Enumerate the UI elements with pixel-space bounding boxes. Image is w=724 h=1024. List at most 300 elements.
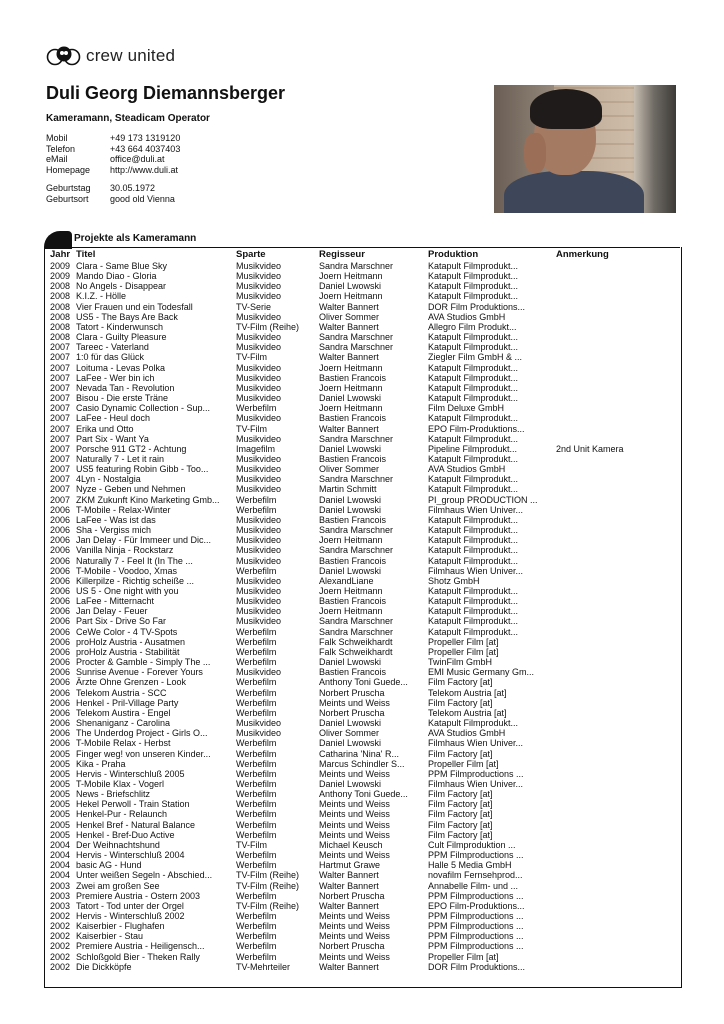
column-header-year: Jahr <box>50 249 71 260</box>
cell-director: Joern Heitmann <box>319 403 383 414</box>
cell-production: Katapult Filmprodukt... <box>428 555 519 566</box>
cell-director: Bastien Francois <box>319 555 387 566</box>
cell-production: Propeller Film [at] <box>428 758 499 769</box>
table-row <box>48 261 678 271</box>
cell-genre: Werbefilm <box>236 799 277 810</box>
cell-director: Joern Heitmann <box>319 586 383 596</box>
cell-genre: Musikvideo <box>236 555 282 566</box>
cell-genre: Werbefilm <box>236 504 277 515</box>
cell-genre: Werbefilm <box>236 758 277 769</box>
cell-genre: Werbefilm <box>236 738 277 749</box>
contact-mobile-value[interactable]: +49 173 1319120 <box>110 133 181 143</box>
cell-year: 2003 <box>50 890 71 901</box>
cell-note <box>554 809 678 819</box>
cell-director: Anthony Toni Guede... <box>319 677 408 688</box>
table-row <box>48 901 678 911</box>
cell-year: 2005 <box>50 778 71 789</box>
contact-block <box>46 133 180 204</box>
cell-director: Meints und Weiss <box>319 850 390 861</box>
cell-genre: Musikvideo <box>236 393 282 404</box>
cell-genre: Musikvideo <box>236 586 282 596</box>
cell-production: AVA Studios GmbH <box>428 464 506 475</box>
cell-note <box>554 718 678 728</box>
cell-note <box>554 881 678 891</box>
table-row <box>48 809 678 819</box>
cell-note <box>554 637 678 647</box>
cell-title: Nevada Tan - Revolution <box>76 382 175 393</box>
cell-genre: Musikvideo <box>236 332 282 343</box>
cell-note <box>554 931 678 941</box>
cell-note <box>554 708 678 718</box>
cell-genre: TV-Film (Reihe) <box>236 900 300 911</box>
cell-genre: Werbefilm <box>236 789 277 800</box>
cell-title: Der Weihnachtshund <box>76 839 160 850</box>
person-name: Duli Georg Diemannsberger <box>46 83 286 103</box>
cell-genre: Musikvideo <box>236 616 282 627</box>
contact-email-link[interactable]: office@duli.at <box>110 154 165 164</box>
table-row <box>48 860 678 870</box>
cell-production: Telekom Austria [at] <box>428 687 507 698</box>
table-row <box>48 302 678 312</box>
table-row <box>48 931 678 941</box>
cell-genre: Musikvideo <box>236 728 282 739</box>
cell-production: PPM Filmproductions ... <box>428 890 524 901</box>
table-row <box>48 271 678 281</box>
cell-year: 2007 <box>50 403 71 414</box>
crew-united-logo-icon <box>46 44 82 68</box>
cell-year: 2006 <box>50 707 71 718</box>
cell-title: Premiere Austria - Heiligensch... <box>76 941 205 952</box>
cell-year: 2007 <box>50 453 71 464</box>
table-row <box>48 576 678 586</box>
cell-genre: Werbefilm <box>236 911 277 921</box>
cell-production: Filmhaus Wien Univer... <box>428 504 524 515</box>
table-row <box>48 941 678 951</box>
photo-hand <box>524 133 546 173</box>
cell-note <box>554 474 678 484</box>
cell-title: Henkel Bref - Natural Balance <box>76 819 196 830</box>
cell-director: Norbert Pruscha <box>319 707 385 718</box>
cell-year: 2006 <box>50 535 71 546</box>
cell-production: Propeller Film [at] <box>428 951 499 962</box>
cell-note <box>554 891 678 901</box>
cell-note <box>554 688 678 698</box>
table-row <box>48 525 678 535</box>
table-row <box>48 342 678 352</box>
cell-title: LaFee - Heul doch <box>76 413 151 424</box>
cell-production: Telekom Austria [at] <box>428 707 507 718</box>
cell-director: Meints und Weiss <box>319 829 390 840</box>
table-header-row <box>48 248 678 261</box>
cell-year: 2005 <box>50 819 71 830</box>
cell-year: 2002 <box>50 911 71 921</box>
table-row <box>48 393 678 403</box>
cell-year: 2006 <box>50 738 71 749</box>
cell-director: Meints und Weiss <box>319 951 390 962</box>
cell-title: Hervis - Winterschluß 2004 <box>76 850 185 861</box>
cell-note <box>554 789 678 799</box>
cell-title: Die Dickköpfe <box>76 961 132 972</box>
cell-title: proHolz Austria - Stabilität <box>76 646 180 657</box>
cell-year: 2006 <box>50 687 71 698</box>
contact-label: Mobil <box>46 133 68 143</box>
cell-production: Katapult Filmprodukt... <box>428 606 519 617</box>
cell-title: LaFee - Wer bin ich <box>76 372 155 383</box>
cell-production: Katapult Filmprodukt... <box>428 281 519 292</box>
cell-note <box>554 383 678 393</box>
table-row <box>48 759 678 769</box>
cell-year: 2002 <box>50 941 71 952</box>
cell-title: Killerpilze - Richtig scheiße ... <box>76 575 195 586</box>
cell-production: Film Factory [at] <box>428 799 493 810</box>
cell-production: PPM Filmproductions ... <box>428 911 524 921</box>
cell-note <box>554 322 678 332</box>
cell-title: The Underdog Project - Girls O... <box>76 728 208 739</box>
cell-production: PPM Filmproductions ... <box>428 850 524 861</box>
cell-director: Falk Schweikhardt <box>319 636 393 647</box>
table-row <box>48 383 678 393</box>
cell-note <box>554 627 678 637</box>
cell-genre: Musikvideo <box>236 718 282 729</box>
cell-genre: TV-Film (Reihe) <box>236 870 300 881</box>
cell-title: Casio Dynamic Collection - Sup... <box>76 403 211 414</box>
cell-year: 2007 <box>50 342 71 353</box>
cell-note <box>554 495 678 505</box>
cell-year: 2006 <box>50 565 71 576</box>
cell-year: 2005 <box>50 799 71 810</box>
cell-genre: Musikvideo <box>236 281 282 292</box>
table-row <box>48 495 678 505</box>
table-row <box>48 596 678 606</box>
cell-production: AVA Studios GmbH <box>428 311 506 322</box>
birth-row-place <box>46 194 180 205</box>
cell-note <box>554 535 678 545</box>
cell-year: 2007 <box>50 494 71 505</box>
cell-title: US5 - The Bays Are Back <box>76 311 178 322</box>
cell-director: Bastien Francois <box>319 667 387 678</box>
cell-director: Daniel Lwowski <box>319 504 382 515</box>
cell-note <box>554 850 678 860</box>
birth-label: Geburtsort <box>46 193 89 204</box>
cell-director: Oliver Sommer <box>319 728 380 739</box>
cell-genre: Werbefilm <box>236 941 277 952</box>
cell-note <box>554 576 678 586</box>
cell-production: Filmhaus Wien Univer... <box>428 565 524 576</box>
table-row <box>48 403 678 413</box>
cell-production: Film Factory [at] <box>428 819 493 830</box>
cell-note <box>554 738 678 748</box>
cell-genre: Werbefilm <box>236 687 277 698</box>
cell-year: 2008 <box>50 321 71 332</box>
table-row <box>48 698 678 708</box>
cell-director: Daniel Lwowski <box>319 738 382 749</box>
table-row <box>48 657 678 667</box>
cell-production: Film Factory [at] <box>428 697 493 708</box>
cell-production: Katapult Filmprodukt... <box>428 261 519 271</box>
cell-director: Catharina 'Nina' R... <box>319 748 399 759</box>
cell-production: PPM Filmproductions ... <box>428 931 524 942</box>
cell-genre: Musikvideo <box>236 525 282 536</box>
cell-year: 2008 <box>50 332 71 343</box>
contact-label: Homepage <box>46 164 91 175</box>
cell-year: 2007 <box>50 464 71 475</box>
cell-production: Ziegler Film GmbH & ... <box>428 352 523 363</box>
table-row <box>48 606 678 616</box>
cell-note <box>554 820 678 830</box>
cell-note <box>554 464 678 474</box>
cell-director: Daniel Lwowski <box>319 393 382 404</box>
cell-note <box>554 393 678 403</box>
cell-year: 2006 <box>50 514 71 525</box>
cell-title: Premiere Austria - Ostern 2003 <box>76 890 201 901</box>
cell-genre: Musikvideo <box>236 596 282 607</box>
cell-production: Filmhaus Wien Univer... <box>428 738 524 749</box>
cell-genre: Imagefilm <box>236 443 276 454</box>
table-row <box>48 586 678 596</box>
cell-year: 2005 <box>50 768 71 779</box>
cell-director: Meints und Weiss <box>319 697 390 708</box>
cell-director: Walter Bannert <box>319 321 379 332</box>
table-row <box>48 850 678 860</box>
cell-director: Daniel Lwowski <box>319 443 382 454</box>
cell-director: Martin Schmitt <box>319 484 377 495</box>
cell-title: Part Six - Want Ya <box>76 433 149 444</box>
table-row <box>48 647 678 657</box>
cell-year: 2007 <box>50 352 71 363</box>
cell-title: Loituma - Levas Polka <box>76 362 166 373</box>
cell-director: Walter Bannert <box>319 301 379 312</box>
cell-genre: TV-Film <box>236 352 267 363</box>
cell-director: Falk Schweikhardt <box>319 646 393 657</box>
cell-year: 2008 <box>50 311 71 322</box>
table-row <box>48 870 678 880</box>
cell-production: Katapult Filmprodukt... <box>428 616 519 627</box>
cell-director: Sandra Marschner <box>319 616 394 627</box>
cell-title: Tatort - Kinderwunsch <box>76 321 164 332</box>
cell-note <box>554 424 678 434</box>
cell-title: Henkel - Pril-Village Party <box>76 697 179 708</box>
cell-genre: Musikvideo <box>236 545 282 556</box>
cell-genre: Musikvideo <box>236 433 282 444</box>
cell-director: Sandra Marschner <box>319 433 394 444</box>
cell-year: 2007 <box>50 372 71 383</box>
cell-year: 2004 <box>50 870 71 881</box>
cell-title: ZKM Zukunft Kino Marketing Gmb... <box>76 494 220 505</box>
cell-title: Kika - Praha <box>76 758 126 769</box>
table-row <box>48 474 678 484</box>
cell-production: Katapult Filmprodukt... <box>428 382 519 393</box>
cell-year: 2006 <box>50 667 71 678</box>
cell-year: 2002 <box>50 931 71 942</box>
cell-production: Propeller Film [at] <box>428 646 499 657</box>
cell-title: Porsche 911 GT2 - Achtung <box>76 443 187 454</box>
cell-production: Katapult Filmprodukt... <box>428 626 519 637</box>
cell-genre: Musikvideo <box>236 342 282 353</box>
table-row <box>48 535 678 545</box>
cell-year: 2002 <box>50 921 71 932</box>
table-row <box>48 688 678 698</box>
cell-director: Bastien Francois <box>319 596 387 607</box>
table-row <box>48 749 678 759</box>
cell-year: 2003 <box>50 900 71 911</box>
cell-note <box>554 586 678 596</box>
cell-year: 2004 <box>50 860 71 871</box>
cell-title: T-Mobile Relax - Herbst <box>76 738 171 749</box>
cell-production: Katapult Filmprodukt... <box>428 271 519 282</box>
cell-title: CeWe Color - 4 TV-Spots <box>76 626 178 637</box>
cell-director: Walter Bannert <box>319 961 379 972</box>
crew-united-logo <box>46 44 175 68</box>
cell-genre: TV-Film (Reihe) <box>236 321 300 332</box>
cell-genre: Werbefilm <box>236 494 277 505</box>
cell-title: Erika und Otto <box>76 423 134 434</box>
cell-year: 2002 <box>50 961 71 972</box>
cell-director: Oliver Sommer <box>319 464 380 475</box>
cell-year: 2004 <box>50 850 71 861</box>
cell-year: 2006 <box>50 575 71 586</box>
cell-title: Sunrise Avenue - Forever Yours <box>76 667 203 678</box>
cell-production: DOR Film Produktions... <box>428 301 526 312</box>
cell-title: 4Lyn - Nostalgia <box>76 474 141 485</box>
contact-homepage-link[interactable]: http://www.duli.at <box>110 164 179 175</box>
cell-note <box>554 759 678 769</box>
cell-note <box>554 281 678 291</box>
cell-note <box>554 799 678 809</box>
column-header-title: Titel <box>76 249 96 260</box>
cell-production: EPO Film-Produktions... <box>428 900 525 911</box>
cell-note <box>554 667 678 677</box>
cell-genre: Musikvideo <box>236 575 282 586</box>
table-row <box>48 616 678 626</box>
cell-production: novafilm Fernsehprod... <box>428 870 523 881</box>
cell-year: 2006 <box>50 596 71 607</box>
cell-note <box>554 352 678 362</box>
cell-director: Bastien Francois <box>319 514 387 525</box>
cell-genre: Werbefilm <box>236 829 277 840</box>
cell-director: Marcus Schindler S... <box>319 758 405 769</box>
cell-director: Norbert Pruscha <box>319 941 385 952</box>
cell-title: T-Mobile - Relax-Winter <box>76 504 171 515</box>
cell-note <box>554 606 678 616</box>
cell-year: 2005 <box>50 758 71 769</box>
cell-director: Joern Heitmann <box>319 271 383 282</box>
cell-director: Joern Heitmann <box>319 362 383 373</box>
cell-production: Katapult Filmprodukt... <box>428 362 519 373</box>
contact-row-email <box>46 154 180 165</box>
cell-director: Michael Keusch <box>319 839 383 850</box>
cell-director: Walter Bannert <box>319 423 379 434</box>
cell-genre: Musikvideo <box>236 474 282 485</box>
column-header-note: Anmerkung <box>556 249 609 260</box>
cell-production: AVA Studios GmbH <box>428 728 506 739</box>
table-row <box>48 566 678 576</box>
cell-year: 2004 <box>50 839 71 850</box>
table-row <box>48 789 678 799</box>
cell-year: 2006 <box>50 525 71 536</box>
cell-genre: Werbefilm <box>236 403 277 414</box>
cell-genre: Werbefilm <box>236 850 277 861</box>
cell-note <box>554 556 678 566</box>
cell-director: Sandra Marschner <box>319 342 394 353</box>
cell-production: PPM Filmproductions ... <box>428 941 524 952</box>
cell-production: Katapult Filmprodukt... <box>428 525 519 536</box>
table-row <box>48 352 678 362</box>
cell-year: 2007 <box>50 433 71 444</box>
cell-director: Walter Bannert <box>319 900 379 911</box>
cell-note <box>554 911 678 921</box>
cell-production: Katapult Filmprodukt... <box>428 586 519 596</box>
cell-note <box>554 830 678 840</box>
cell-director: Sandra Marschner <box>319 474 394 485</box>
cell-title: Mando Diao - Gloria <box>76 271 157 282</box>
cell-note <box>554 677 678 687</box>
cell-note <box>554 616 678 626</box>
cell-genre: Werbefilm <box>236 636 277 647</box>
column-header-director: Regisseur <box>319 249 365 260</box>
column-header-genre: Sparte <box>236 249 266 260</box>
cell-note <box>554 261 678 271</box>
cell-genre: TV-Mehrteiler <box>236 961 291 972</box>
cell-note <box>554 363 678 373</box>
cell-title: 1:0 für das Glück <box>76 352 145 363</box>
table-row <box>48 556 678 566</box>
cell-production: Halle 5 Media GmbH <box>428 860 512 871</box>
cell-director: Walter Bannert <box>319 352 379 363</box>
cell-director: Walter Bannert <box>319 870 379 881</box>
cell-production: Katapult Filmprodukt... <box>428 453 519 464</box>
cell-genre: Werbefilm <box>236 778 277 789</box>
cell-title: US 5 - One night with you <box>76 586 179 596</box>
cell-title: Nyze - Geben und Nehmen <box>76 484 186 495</box>
cell-title: Schloßgold Bier - Theken Rally <box>76 951 200 962</box>
cell-director: Sandra Marschner <box>319 332 394 343</box>
cell-production: Film Factory [at] <box>428 829 493 840</box>
cell-title: Vanilla Ninja - Rockstarz <box>76 545 174 556</box>
cell-production: Allegro Film Produkt... <box>428 321 517 332</box>
cell-director: Joern Heitmann <box>319 291 383 302</box>
cell-note <box>554 312 678 322</box>
cell-note <box>554 952 678 962</box>
cell-production: Katapult Filmprodukt... <box>428 545 519 556</box>
cell-note <box>554 373 678 383</box>
birth-place-value: good old Vienna <box>110 193 175 204</box>
cell-year: 2006 <box>50 657 71 668</box>
cell-genre: Musikvideo <box>236 382 282 393</box>
cell-year: 2006 <box>50 545 71 556</box>
cell-genre: Musikvideo <box>236 311 282 322</box>
cell-title: Kaiserbier - Stau <box>76 931 144 942</box>
photo-hair <box>530 89 602 129</box>
cell-production: Film Factory [at] <box>428 789 493 800</box>
cell-genre: TV-Film (Reihe) <box>236 880 300 891</box>
cell-production: Katapult Filmprodukt... <box>428 342 519 353</box>
cell-note <box>554 749 678 759</box>
cell-title: Vier Frauen und ein Todesfall <box>76 301 193 312</box>
cell-genre: Musikvideo <box>236 667 282 678</box>
cell-title: Naturally 7 - Let it rain <box>76 453 165 464</box>
table-row <box>48 444 678 454</box>
table-row <box>48 820 678 830</box>
cell-note <box>554 332 678 342</box>
cell-year: 2007 <box>50 484 71 495</box>
cell-director: Joern Heitmann <box>319 535 383 546</box>
contact-spacer <box>46 175 180 183</box>
cell-director: Daniel Lwowski <box>319 778 382 789</box>
cell-director: Meints und Weiss <box>319 768 390 779</box>
cell-year: 2006 <box>50 586 71 596</box>
cell-genre: Werbefilm <box>236 860 277 871</box>
contact-phone-value[interactable]: +43 664 4037403 <box>110 143 181 154</box>
